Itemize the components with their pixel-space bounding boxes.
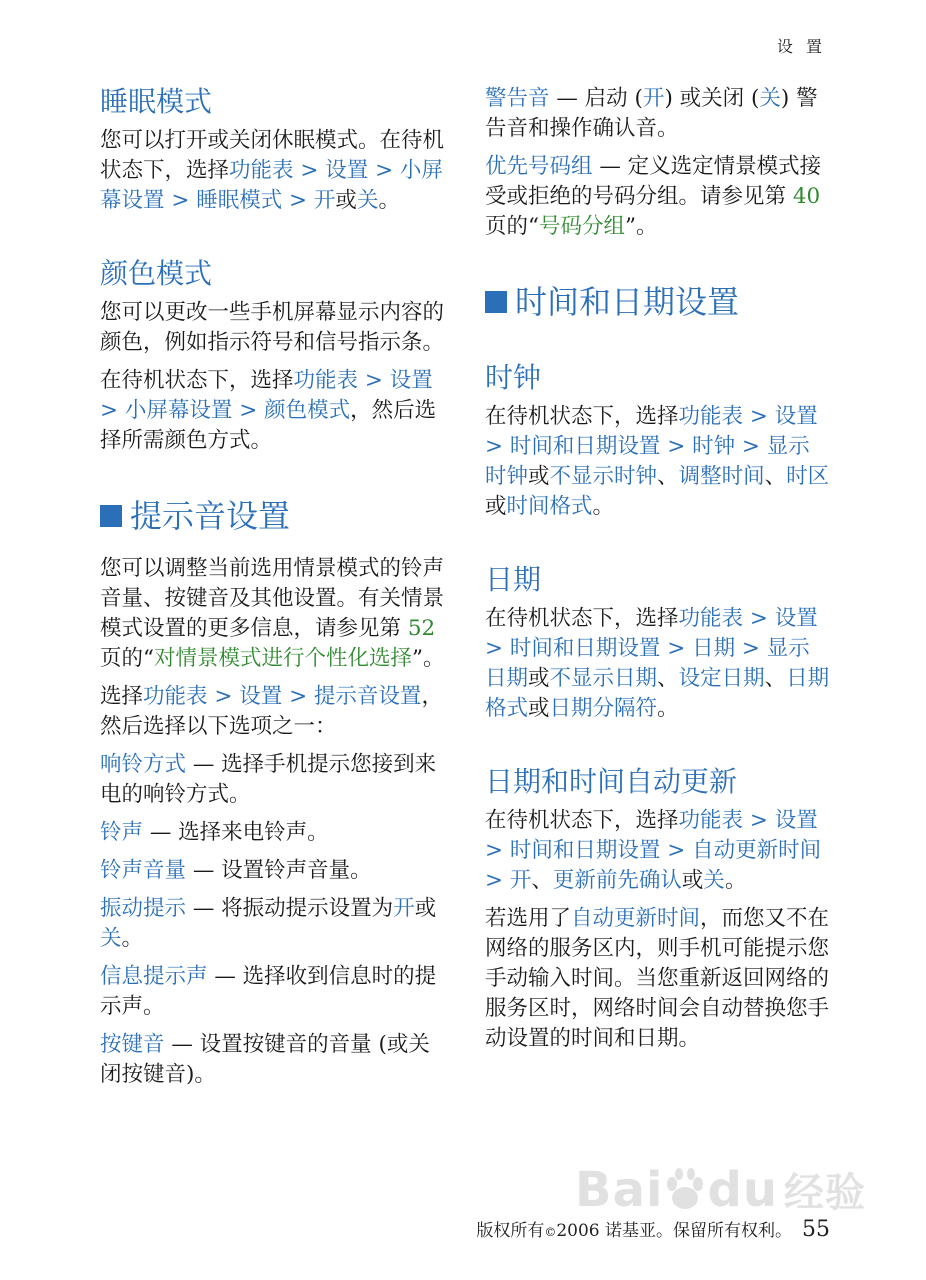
auto-update-paragraph-2: 若选用了自动更新时间，而您又不在网络的服务区内，则手机可能提示您手动输入时间。当您重新返回网络的服务区时，网络时间会自动替换您手动设置的时间和日期。 xyxy=(485,906,830,1051)
section-square-icon xyxy=(100,505,122,527)
baidu-jingyan-watermark: Bai du 经验 xyxy=(575,1161,866,1218)
color-mode-link: 颜色模式 xyxy=(264,398,351,423)
color-mode-paragraph-1: 您可以更改一些手机屏幕显示内容的颜色，例如指示符号和信号指示条。 xyxy=(100,300,445,355)
section-header: 设 置 xyxy=(776,37,826,56)
menu-link: 功能表 xyxy=(229,158,294,183)
color-mode-paragraph-2: 在待机状态下，选择功能表 > 设置 > 小屏幕设置 > 颜色模式，然后选择所需颜色方式。 xyxy=(100,368,437,453)
mini-display-settings-link: 小屏幕设置 xyxy=(100,158,443,213)
page-footer: 版权所有 $_©$ 2006 诺基亚。保留所有权利。 55 xyxy=(476,1217,830,1242)
right-column xyxy=(485,84,830,1062)
left-column xyxy=(100,82,445,1098)
date-heading: 日期 xyxy=(485,563,542,596)
option-ringing-tone: 铃声 — 选择来电铃声。 xyxy=(100,820,329,845)
option-ringing-type: 响铃方式 — 选择手机提示您接到来电的响铃方式。 xyxy=(100,752,437,807)
sleep-mode-heading: 睡眠模式 xyxy=(100,85,213,118)
option-keypad-tones: 按键音 — 设置按键音的音量 (或关闭按键音)。 xyxy=(100,1032,430,1087)
sleep-mode-link: 睡眠模式 xyxy=(196,188,283,213)
settings-link: 设置 xyxy=(325,158,369,183)
tone-settings-link: 提示音设置 xyxy=(313,684,422,709)
option-warning-tones: 警告音 — 启动 (开) 或关闭 (关) 警告音和操作确认音。 xyxy=(485,86,818,141)
settings-link: 设置 xyxy=(239,684,283,709)
menu-link: 功能表 xyxy=(143,684,208,709)
option-alert-for: 优先号码组 — 定义选定情景模式接受或拒绝的号码分组。请参见第 40 页的“号码分组”。 xyxy=(485,154,822,239)
menu-link: 功能表 xyxy=(293,368,359,393)
tone-settings-heading: 提示音设置 xyxy=(100,494,445,538)
date-paragraph: 在待机状态下，选择功能表 > 设置 > 时间和日期设置 > 日期 > 显示日期或不显示日期、设定日期、日期格式或日期分隔符。 xyxy=(485,606,830,721)
on-option: 开 xyxy=(313,188,336,213)
tone-settings-path: 选择功能表 > 设置 > 提示音设置，然后选择以下选项之一： xyxy=(100,684,443,739)
section-square-icon xyxy=(485,291,507,313)
caller-groups-link: 号码分组 xyxy=(539,214,626,239)
copyright-symbol: © xyxy=(544,1225,557,1239)
settings-link: 设置 xyxy=(389,368,433,393)
paw-icon xyxy=(665,1168,705,1212)
tone-settings-intro: 您可以调整当前选用情景模式的铃声音量、按键音及其他设置。有关情景模式设置的更多信息，请参见第 52 页的“对情景模式进行个性化选择”。 xyxy=(100,556,445,671)
time-date-settings-heading: 时间和日期设置 xyxy=(485,280,830,324)
page-reference: 40 xyxy=(792,184,821,209)
auto-update-paragraph-1: 在待机状态下，选择功能表 > 设置 > 时间和日期设置 > 自动更新时间 > 开、更新前先确认或关。 xyxy=(485,808,822,893)
page-reference: 52 xyxy=(407,616,436,641)
option-ringing-volume: 铃声音量 — 设置铃声音量。 xyxy=(100,858,372,883)
option-message-alert-tone: 信息提示声 — 选择收到信息时的提示声。 xyxy=(100,964,437,1019)
copyright-text: 版权所有 xyxy=(476,1221,545,1241)
page-number: 55 xyxy=(802,1217,830,1242)
auto-update-heading: 日期和时间自动更新 xyxy=(485,765,738,798)
off-option: 关 xyxy=(356,188,379,213)
personalize-profiles-link: 对情景模式进行个性化选择 xyxy=(154,646,413,671)
sleep-mode-paragraph: 您可以打开或关闭休眠模式。在待机状态下，选择功能表 > 设置 > 小屏幕设置 > 睡眠模式 > 开或关。 xyxy=(100,128,445,213)
color-mode-heading: 颜色模式 xyxy=(100,257,213,290)
clock-paragraph: 在待机状态下，选择功能表 > 设置 > 时间和日期设置 > 时钟 > 显示时钟或不显示时钟、调整时间、时区或时间格式。 xyxy=(485,404,830,519)
mini-display-settings-link: 小屏幕设置 xyxy=(124,398,233,423)
option-vibrating-alert: 振动提示 — 将振动提示设置为开或关。 xyxy=(100,896,437,951)
clock-heading: 时钟 xyxy=(485,361,542,394)
